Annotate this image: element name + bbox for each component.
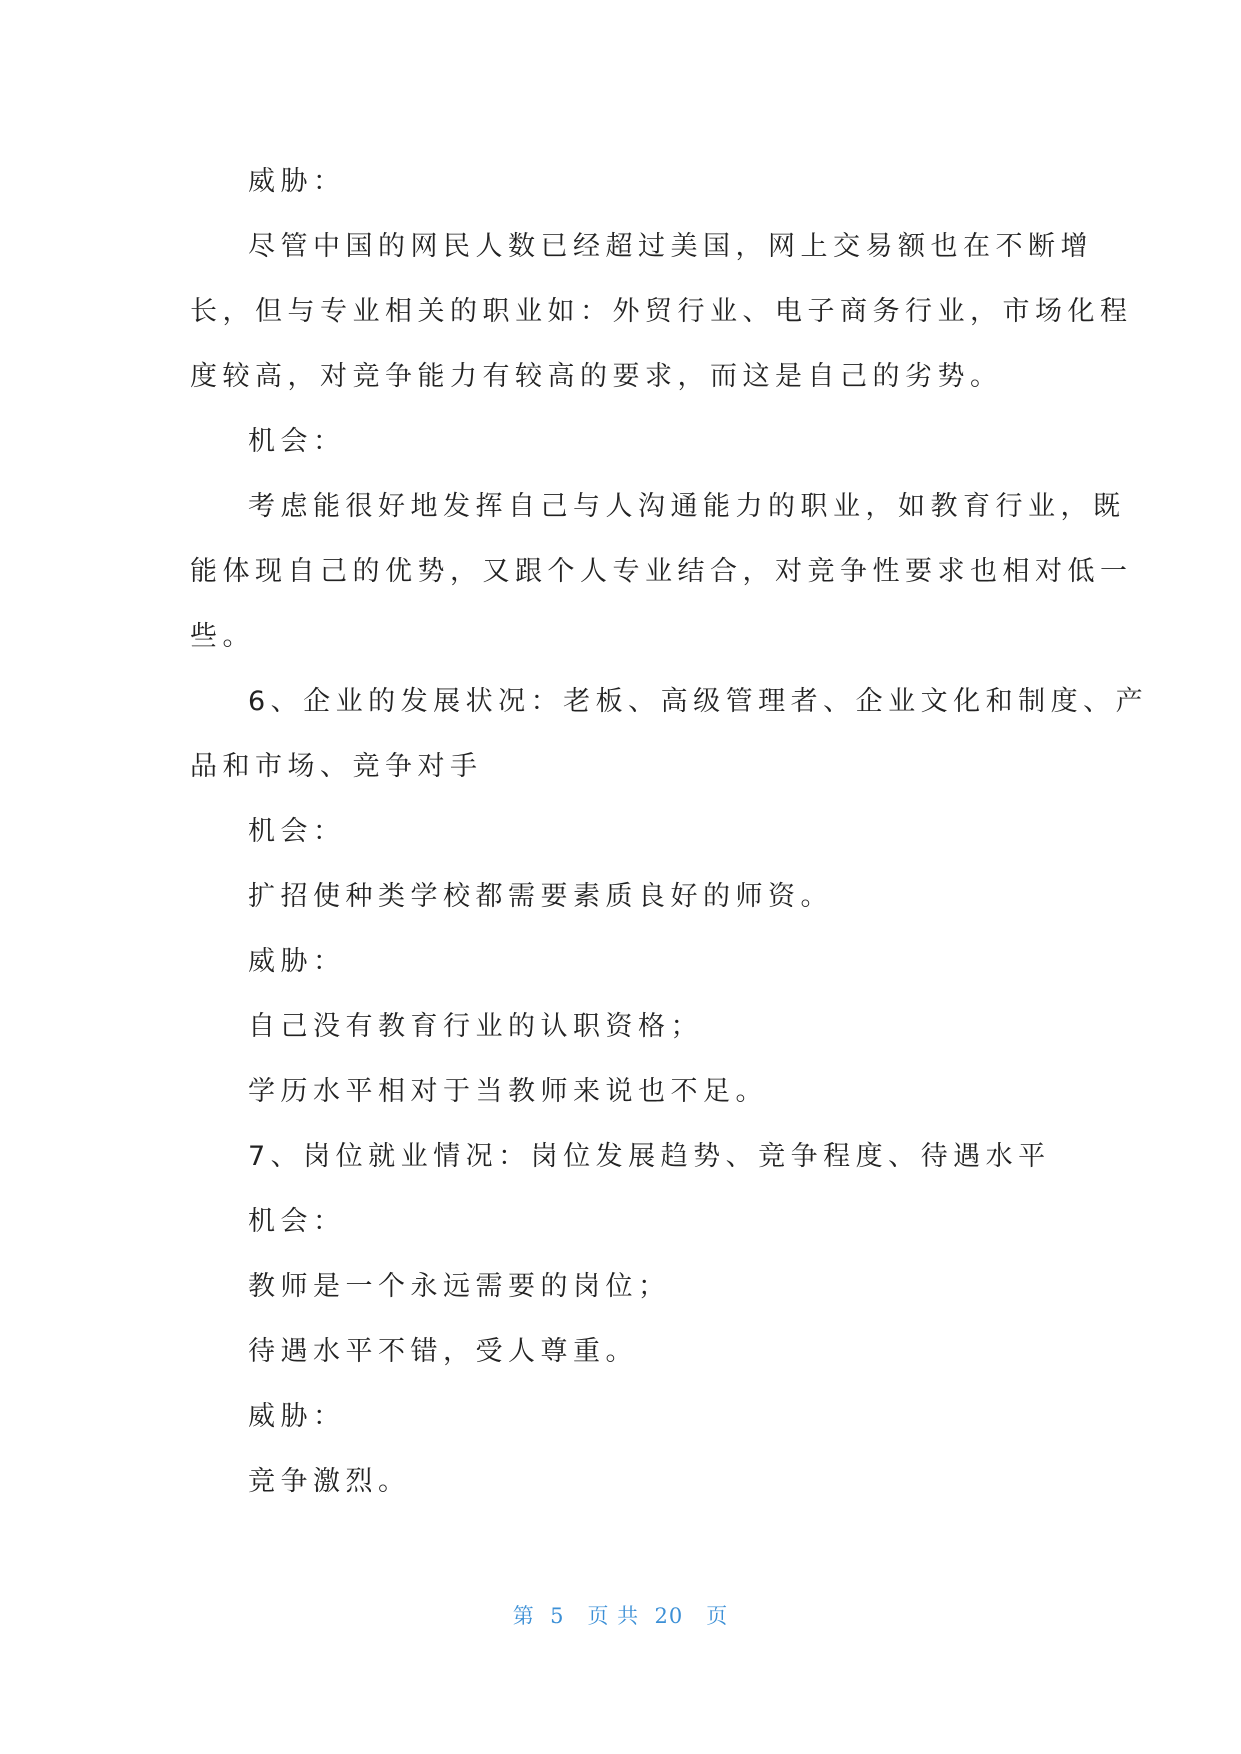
paragraph-line: 威胁： [248,166,346,197]
paragraph-line: 自己没有教育行业的认职资格； [248,1011,703,1042]
paragraph-line: 长，但与专业相关的职业如：外贸行业、电子商务行业，市场化程 [190,296,1133,327]
paragraph-line: 竞争激烈。 [248,1466,411,1497]
paragraph-line: 扩招使种类学校都需要素质良好的师资。 [248,881,833,912]
paragraph-line: 待遇水平不错，受人尊重。 [248,1336,638,1367]
paragraph-line: 机会： [248,816,346,847]
paragraph-line: 机会： [248,1206,346,1237]
paragraph-line: 6、企业的发展状况：老板、高级管理者、企业文化和制度、产 [248,686,1149,717]
page-footer: 第 5 页 共 20 页 [512,1604,729,1628]
paragraph-line: 些。 [190,621,255,652]
paragraph-line: 考虑能很好地发挥自己与人沟通能力的职业，如教育行业，既 [248,491,1126,522]
paragraph-line: 度较高，对竞争能力有较高的要求，而这是自己的劣势。 [190,361,1003,392]
paragraph-line: 威胁： [248,946,346,977]
paragraph-line: 教师是一个永远需要的岗位； [248,1271,671,1302]
paragraph-line: 7、岗位就业情况：岗位发展趋势、竞争程度、待遇水平 [248,1141,1051,1172]
paragraph-line: 品和市场、竞争对手 [190,751,483,782]
paragraph-line: 尽管中国的网民人数已经超过美国，网上交易额也在不断增 [248,231,1093,262]
paragraph-line: 能体现自己的优势，又跟个人专业结合，对竞争性要求也相对低一 [190,556,1133,587]
paragraph-line: 学历水平相对于当教师来说也不足。 [248,1076,768,1107]
paragraph-line: 威胁： [248,1401,346,1432]
paragraph-line: 机会： [248,426,346,457]
